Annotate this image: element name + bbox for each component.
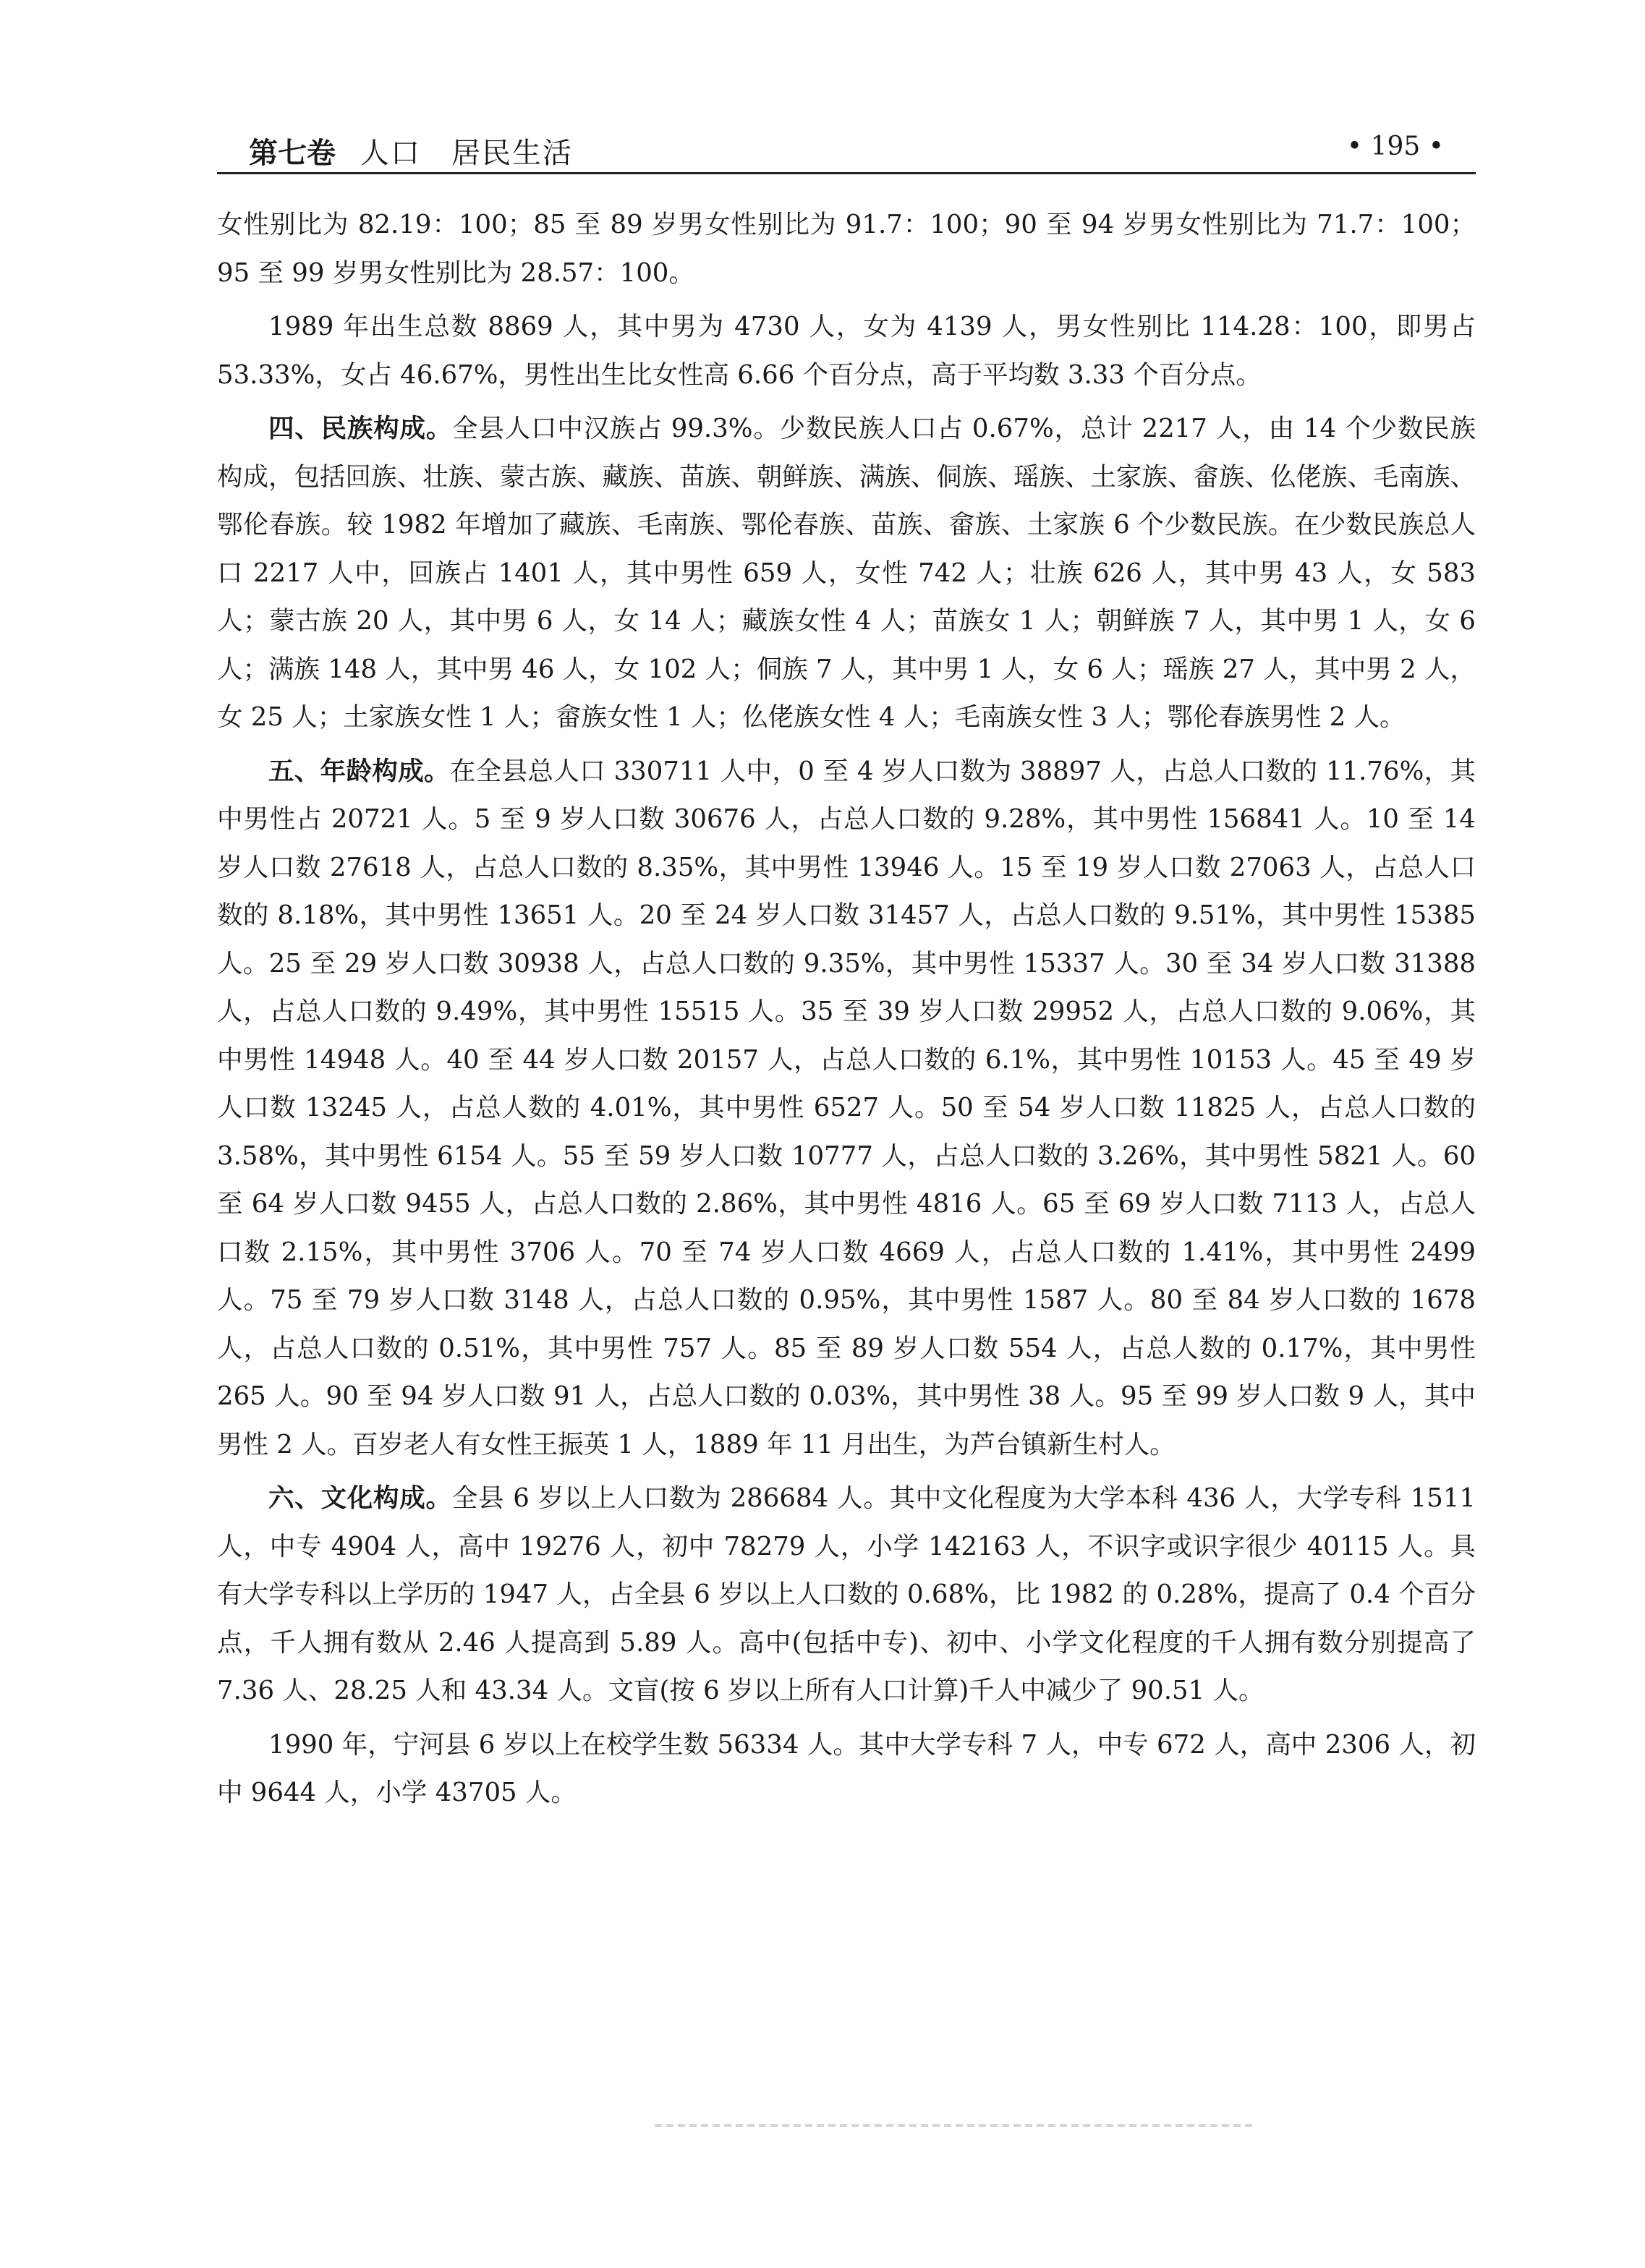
page-header (217, 127, 1476, 174)
body-text (217, 201, 1476, 1823)
section-heading: 四、民族构成。 (268, 414, 453, 443)
paragraph-text: 全县 6 岁以上人口数为 286684 人。其中文化程度为大学本科 436 人，大学专科 1511 人，中专 4904 人，高中 19276 人，初中 78279 人，小学 142163 人，不识字或识字很少 40115 人。具有大学专科以上学历的 1947 人，占全县 6 岁以上人口数的 0.68%，比 1982 的 0.28%，提高了 0.4 个百分点，千人拥有数从 2.46 人提高到 5.89 人。高中(包括中专)、初中、小学文化程度的千人拥有数分别提高了 7.36 人、28.25 人和 43.34 人。文盲(按 6 岁以上所有人口计算)千人中减少了 90.51 人。 (217, 1483, 1476, 1705)
paragraph-text: 在全县总人口 330711 人中，0 至 4 岁人口数为 38897 人，占总人口数的 11.76%，其中男性占 20721 人。5 至 9 岁人口数 30676 人，占总人口数的 9.28%，其中男性 156841 人。10 至 14 岁人口数 27618 人，占总人口数的 8.35%，其中男性 13946 人。15 至 19 岁人口数 27063 人，占总人口数的 8.18%，其中男性 13651 人。20 至 24 岁人口数 31457 人，占总人口数的 9.51%，其中男性 15385 人。25 至 29 岁人口数 30938 人，占总人口数的 9.35%，其中男性 15337 人。30 至 34 岁人口数 31388 人，占总人口数的 9.49%，其中男性 15515 人。35 至 39 岁人口数 29952 人，占总人口数的 9.06%，其中男性 14948 人。40 至 44 岁人口数 20157 人，占总人口数的 6.1%，其中男性 10153 人。45 至 49 岁人口数 13245 人，占总人数的 4.01%，其中男性 6527 人。50 至 54 岁人口数 11825 人，占总人口数的 3.58%，其中男性 6154 人。55 至 59 岁人口数 10777 人，占总人口数的 3.26%，其中男性 5821 人。60 至 64 岁人口数 9455 人，占总人口数的 2.86%，其中男性 4816 人。65 至 69 岁人口数 7113 人，占总人口数 2.15%，其中男性 3706 人。70 至 74 岁人口数 4669 人，占总人口数的 1.41%，其中男性 2499 人。75 至 79 岁人口数 3148 人，占总人口数的 0.95%，其中男性 1587 人。80 至 84 岁人口数的 1678 人，占总人口数的 0.51%，其中男性 757 人。85 至 89 岁人口数 554 人，占总人数的 0.17%，其中男性 265 人。90 至 94 岁人口数 91 人，占总人口数的 0.03%，其中男性 38 人。95 至 99 岁人口数 9 人，其中男性 2 人。百岁老人有女性王振英 1 人，1889 年 11 月出生，为芦台镇新生村人。 (217, 756, 1476, 1459)
paragraph-text: 1990 年，宁河县 6 岁以上在校学生数 56334 人。其中大学专科 7 人，中专 672 人，高中 2306 人，初中 9644 人，小学 43705 人。 (217, 1729, 1476, 1807)
paragraph-students-1990 (217, 1721, 1476, 1817)
running-title (249, 130, 573, 171)
paragraph-ethnic-composition (217, 405, 1476, 742)
paragraph-births-1989 (217, 303, 1476, 399)
paragraph-text: 1989 年出生总数 8869 人，其中男为 4730 人，女为 4139 人，男女性别比 114.28：100，即男占 53.33%，女占 46.67%，男性出生比女性高 6.66 个百分点，高于平均数 3.33 个百分点。 (217, 312, 1476, 390)
paragraph-age-composition (217, 748, 1476, 1470)
paragraph-sex-ratio-continued (217, 201, 1476, 297)
paragraph-education-composition (217, 1475, 1476, 1715)
volume-title: 第七卷 (249, 137, 336, 170)
paragraph-text: 全县人口中汉族占 99.3%。少数民族人口占 0.67%，总计 2217 人，由 14 个少数民族构成，包括回族、壮族、蒙古族、藏族、苗族、朝鲜族、满族、侗族、瑶族、土家族、畲族、仫佬族、毛南族、鄂伦春族。较 1982 年增加了藏族、毛南族、鄂伦春族、苗族、畲族、土家族 6 个少数民族。在少数民族总人口 2217 人中，回族占 1401 人，其中男性 659 人，女性 742 人；壮族 626 人，其中男 43 人，女 583 人；蒙古族 20 人，其中男 6 人，女 14 人；藏族女性 4 人；苗族女 1 人；朝鲜族 7 人，其中男 1 人，女 6 人；满族 148 人，其中男 46 人，女 102 人；侗族 7 人，其中男 1 人，女 6 人；瑶族 27 人，其中男 2 人，女 25 人；土家族女性 1 人；畲族女性 1 人；仫佬族女性 4 人；毛南族女性 3 人；鄂伦春族男性 2 人。 (217, 414, 1476, 732)
section-heading: 六、文化构成。 (268, 1483, 452, 1513)
volume-subtitle: 人口 居民生活 (360, 137, 573, 170)
scan-artifact (655, 2124, 1255, 2127)
section-heading: 五、年龄构成。 (268, 756, 450, 786)
page-number: • 195 • (1346, 132, 1444, 161)
paragraph-text: 女性别比为 82.19：100；85 至 89 岁男女性别比为 91.7：100；90 至 94 岁男女性别比为 71.7：100；95 至 99 岁男女性别比为 28.57：100。 (217, 210, 1476, 288)
